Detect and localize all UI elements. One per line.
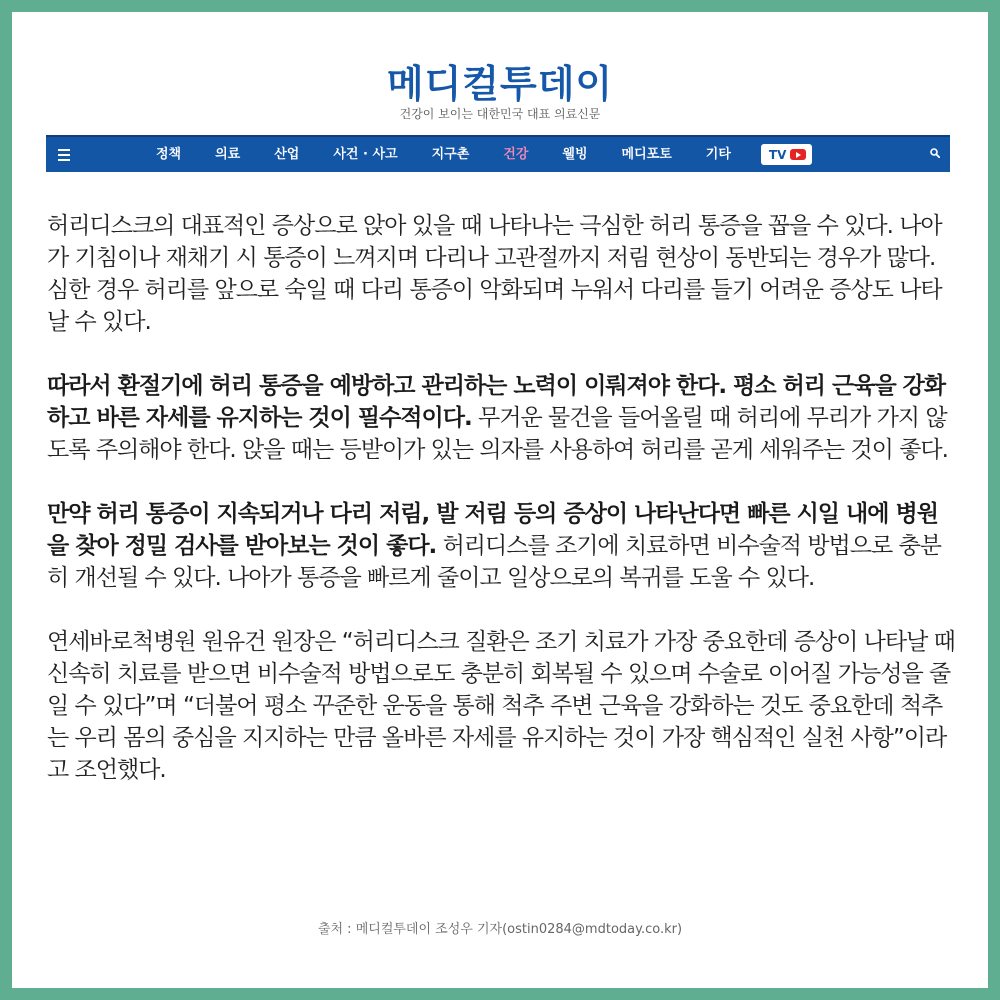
masthead: [12, 60, 988, 122]
article-paragraph-1: 허리디스크의 대표적인 증상으로 앉아 있을 때 나타나는 극심한 허리 통증을 꼽을 수 있다. 나아가 기침이나 재채기 시 통증이 느껴지며 다리나 고관절까지 저림 현상이 동반되는 경우가 많다. 심한 경우 허리를 앞으로 숙일 때 다리 통증이 악화되며 누워서 다리를 들기 어려운 증상도 나타날 수 있다.: [47, 213, 942, 335]
article-paragraph-3-text: 허리디스를 조기에 치료하면 비수술적 방법으로 충분히 개선될 수 있다. 나아가 통증을 빠르게 줄이고 일상으로의 복귀를 도울 수 있다.: [47, 533, 941, 591]
nav-item-industry[interactable]: 산업: [274, 147, 300, 162]
article-paragraph-2: [47, 370, 957, 466]
card-news: [12, 12, 988, 988]
source-credit: 출처 : 메디컬투데이 조성우 기자(ostin0284@mdtoday.co.kr): [317, 922, 683, 937]
nav-item-etc[interactable]: 기타: [705, 147, 731, 162]
nav-item-health[interactable]: 건강: [503, 147, 529, 162]
nav-item-wellbeing[interactable]: 웰빙: [562, 147, 588, 162]
tv-button[interactable]: [761, 144, 812, 165]
tv-label: TV: [768, 147, 787, 162]
nav-item-world[interactable]: 지구촌: [431, 147, 470, 162]
article-paragraph-3: [47, 498, 957, 594]
youtube-play-icon: [790, 149, 806, 160]
nav-items: [156, 137, 812, 172]
article-paragraph-2-text: 무거운 물건을 들어올릴 때 허리에 무리가 가지 않도록 주의해야 한다. 앉을 때는 등받이가 있는 의자를 사용하여 허리를 곧게 세워주는 것이 좋다.: [47, 405, 948, 463]
nav-item-medical[interactable]: 의료: [215, 147, 241, 162]
hamburger-icon[interactable]: [58, 146, 70, 162]
site-tagline: 건강이 보이는 대한민국 대표 의료신문: [399, 107, 601, 121]
article-paragraph-2-bold: 따라서 환절기에 허리 통증을 예방하고 관리하는 노력이 이뤄져야 한다. 평소 허리 근육을 강화하고 바른 자세를 유지하는 것이 필수적이다.: [47, 373, 946, 431]
search-icon[interactable]: [930, 148, 940, 158]
nav-item-incidents[interactable]: 사건 · 사고: [333, 147, 398, 162]
site-logo[interactable]: 메디컬투데이: [386, 62, 614, 106]
nav-item-mediphoto[interactable]: 메디포토: [621, 147, 672, 162]
article-paragraph-4: 연세바로척병원 원유건 원장은 “허리디스크 질환은 조기 치료가 가장 중요한데 증상이 나타날 때 신속히 치료를 받으면 비수술적 방법으로도 충분히 회복될 수 있으며 수술로 이어질 가능성을 줄일 수 있다”며 “더불어 평소 꾸준한 운동을 통해 척추 주변 근육을 강화하는 것도 중요한데 척추는 우리 몸의 중심을 지지하는 만큼 올바른 자세를 유지하는 것이 가장 핵심적인 실천 사항”이라고 조언했다.: [47, 629, 955, 783]
article-body: [47, 210, 957, 818]
category-nav: [46, 135, 950, 172]
nav-item-policy[interactable]: 정책: [156, 147, 182, 162]
article-paragraph-3-bold: 만약 허리 통증이 지속되거나 다리 저림, 발 저림 등의 증상이 나타난다면 빠른 시일 내에 병원을 찾아 정밀 검사를 받아보는 것이 좋다.: [47, 501, 938, 559]
